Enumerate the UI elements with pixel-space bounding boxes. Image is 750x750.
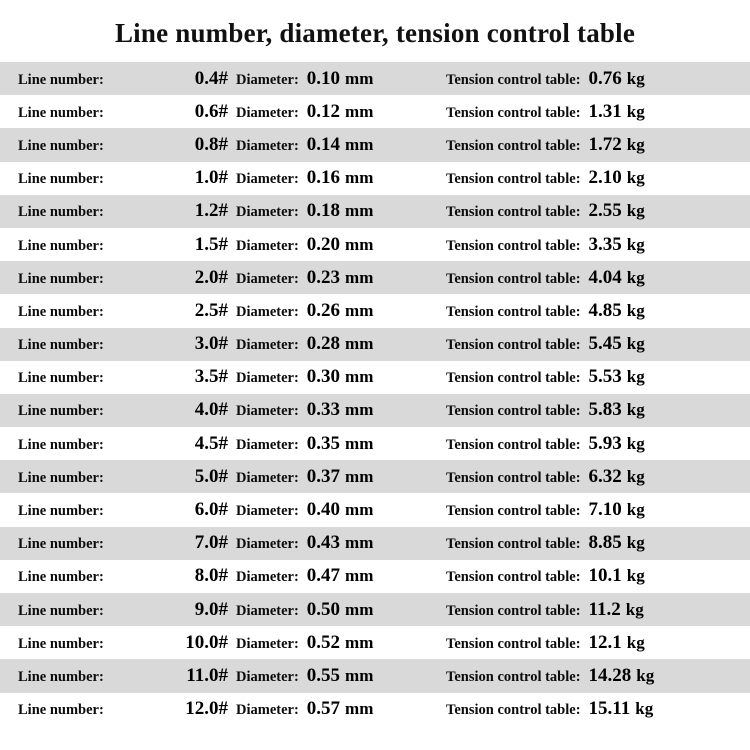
diameter-label: Diameter: xyxy=(236,536,299,553)
tension-value: 4.85 xyxy=(588,299,622,321)
line-number-cell xyxy=(18,632,228,654)
diameter-label: Diameter: xyxy=(236,602,299,619)
line-number-value: 1.0# xyxy=(194,167,228,189)
tension-value: 0.76 xyxy=(588,67,622,89)
tension-value: 5.45 xyxy=(588,333,622,355)
diameter-unit: mm xyxy=(345,101,374,121)
diameter-value: 0.20 xyxy=(306,233,341,255)
diameter-value: 0.47 xyxy=(306,565,341,587)
tension-cell xyxy=(446,68,736,90)
tension-unit: kg xyxy=(626,334,645,354)
tension-cell xyxy=(446,101,736,123)
tension-label: Tension control table: xyxy=(446,370,581,387)
diameter-unit: mm xyxy=(345,234,374,254)
line-number-label: Line number: xyxy=(18,602,104,619)
diameter-label: Diameter: xyxy=(236,171,299,188)
tension-cell xyxy=(446,234,736,256)
tension-value: 5.53 xyxy=(588,366,622,388)
diameter-cell xyxy=(236,532,446,554)
diameter-cell xyxy=(236,632,446,654)
tension-label: Tension control table: xyxy=(446,104,581,121)
table-row xyxy=(0,427,750,460)
diameter-unit: mm xyxy=(345,466,374,486)
line-number-cell xyxy=(18,134,228,156)
table-row xyxy=(0,527,750,560)
diameter-cell xyxy=(236,599,446,621)
diameter-unit: mm xyxy=(345,599,374,619)
tension-unit: kg xyxy=(626,267,645,287)
line-number-cell xyxy=(18,599,228,621)
tension-cell xyxy=(446,665,736,687)
tension-label: Tension control table: xyxy=(446,71,581,88)
diameter-label: Diameter: xyxy=(236,403,299,420)
diameter-cell xyxy=(236,366,446,388)
diameter-unit: mm xyxy=(345,367,374,387)
table-row xyxy=(0,659,750,692)
diameter-label: Diameter: xyxy=(236,503,299,520)
diameter-value: 0.35 xyxy=(306,432,341,454)
line-number-cell xyxy=(18,200,228,222)
diameter-unit: mm xyxy=(345,300,374,320)
line-number-cell xyxy=(18,466,228,488)
tension-label: Tension control table: xyxy=(446,536,581,553)
diameter-label: Diameter: xyxy=(236,204,299,221)
diameter-label: Diameter: xyxy=(236,137,299,154)
tension-unit: kg xyxy=(626,566,645,586)
line-number-label: Line number: xyxy=(18,104,104,121)
line-number-label: Line number: xyxy=(18,668,104,685)
table-row xyxy=(0,162,750,195)
table-row xyxy=(0,294,750,327)
diameter-cell xyxy=(236,399,446,421)
diameter-value: 0.30 xyxy=(306,366,341,388)
tension-cell xyxy=(446,300,736,322)
line-number-value: 1.5# xyxy=(194,233,228,255)
tension-value: 2.55 xyxy=(588,200,622,222)
diameter-label: Diameter: xyxy=(236,370,299,387)
diameter-cell xyxy=(236,499,446,521)
spec-table xyxy=(0,62,750,726)
diameter-label: Diameter: xyxy=(236,237,299,254)
diameter-value: 0.10 xyxy=(306,67,341,89)
diameter-unit: mm xyxy=(345,134,374,154)
tension-label: Tension control table: xyxy=(446,137,581,154)
table-row xyxy=(0,328,750,361)
diameter-label: Diameter: xyxy=(236,668,299,685)
line-number-value: 2.5# xyxy=(194,299,228,321)
diameter-label: Diameter: xyxy=(236,469,299,486)
line-number-value: 3.5# xyxy=(194,366,228,388)
line-number-value: 2.0# xyxy=(194,266,228,288)
tension-label: Tension control table: xyxy=(446,668,581,685)
page-title: Line number, diameter, tension control table xyxy=(114,18,636,48)
tension-label: Tension control table: xyxy=(446,403,581,420)
line-number-cell xyxy=(18,366,228,388)
tension-label: Tension control table: xyxy=(446,270,581,287)
tension-unit: kg xyxy=(626,168,645,188)
line-number-cell xyxy=(18,101,228,123)
line-number-label: Line number: xyxy=(18,536,104,553)
line-number-value: 8.0# xyxy=(194,565,228,587)
diameter-cell xyxy=(236,698,446,720)
diameter-value: 0.50 xyxy=(306,598,341,620)
diameter-value: 0.43 xyxy=(306,532,341,554)
table-row xyxy=(0,195,750,228)
diameter-label: Diameter: xyxy=(236,569,299,586)
diameter-cell xyxy=(236,134,446,156)
line-number-cell xyxy=(18,532,228,554)
tension-cell xyxy=(446,499,736,521)
tension-unit: kg xyxy=(626,400,645,420)
line-number-label: Line number: xyxy=(18,635,104,652)
diameter-value: 0.40 xyxy=(306,499,341,521)
table-row xyxy=(0,62,750,95)
tension-label: Tension control table: xyxy=(446,436,581,453)
line-number-value: 1.2# xyxy=(194,200,228,222)
tension-value: 5.93 xyxy=(588,432,622,454)
table-row xyxy=(0,361,750,394)
diameter-unit: mm xyxy=(345,433,374,453)
diameter-cell xyxy=(236,68,446,90)
tension-cell xyxy=(446,599,736,621)
line-number-label: Line number: xyxy=(18,171,104,188)
tension-value: 12.1 xyxy=(588,631,622,653)
diameter-cell xyxy=(236,200,446,222)
line-number-label: Line number: xyxy=(18,204,104,221)
table-row xyxy=(0,626,750,659)
tension-cell xyxy=(446,200,736,222)
tension-label: Tension control table: xyxy=(446,503,581,520)
diameter-cell xyxy=(236,333,446,355)
line-number-value: 4.5# xyxy=(194,432,228,454)
table-row xyxy=(0,693,750,726)
tension-value: 15.11 xyxy=(588,698,631,720)
tension-unit: kg xyxy=(626,433,645,453)
tension-value: 14.28 xyxy=(588,664,632,686)
tension-label: Tension control table: xyxy=(446,204,581,221)
line-number-value: 11.0# xyxy=(186,664,228,686)
table-row xyxy=(0,493,750,526)
tension-unit: kg xyxy=(626,632,645,652)
diameter-value: 0.57 xyxy=(306,698,341,720)
table-row xyxy=(0,593,750,626)
line-number-label: Line number: xyxy=(18,370,104,387)
tension-cell xyxy=(446,632,736,654)
diameter-value: 0.52 xyxy=(306,631,341,653)
line-number-cell xyxy=(18,68,228,90)
line-number-value: 4.0# xyxy=(194,399,228,421)
diameter-cell xyxy=(236,167,446,189)
diameter-unit: mm xyxy=(345,68,374,88)
table-row xyxy=(0,261,750,294)
diameter-cell xyxy=(236,665,446,687)
line-number-value: 0.4# xyxy=(194,67,228,89)
line-number-value: 9.0# xyxy=(194,598,228,620)
tension-unit: kg xyxy=(626,466,645,486)
tension-value: 1.31 xyxy=(588,100,622,122)
tension-value: 3.35 xyxy=(588,233,622,255)
diameter-unit: mm xyxy=(345,699,374,719)
table-row xyxy=(0,460,750,493)
tension-value: 8.85 xyxy=(588,532,622,554)
tension-cell xyxy=(446,134,736,156)
tension-value: 11.2 xyxy=(588,598,621,620)
diameter-unit: mm xyxy=(345,533,374,553)
diameter-value: 0.14 xyxy=(306,133,341,155)
tension-cell xyxy=(446,267,736,289)
line-number-label: Line number: xyxy=(18,71,104,88)
diameter-cell xyxy=(236,267,446,289)
tension-cell xyxy=(446,167,736,189)
diameter-value: 0.55 xyxy=(306,664,341,686)
diameter-value: 0.28 xyxy=(306,333,341,355)
tension-value: 6.32 xyxy=(588,465,622,487)
tension-unit: kg xyxy=(626,101,645,121)
diameter-unit: mm xyxy=(345,665,374,685)
tension-unit: kg xyxy=(626,533,645,553)
tension-unit: kg xyxy=(626,500,645,520)
diameter-value: 0.37 xyxy=(306,465,341,487)
line-number-label: Line number: xyxy=(18,403,104,420)
diameter-unit: mm xyxy=(345,267,374,287)
tension-cell xyxy=(446,466,736,488)
diameter-cell xyxy=(236,466,446,488)
diameter-label: Diameter: xyxy=(236,436,299,453)
line-number-cell xyxy=(18,300,228,322)
line-number-label: Line number: xyxy=(18,337,104,354)
table-row xyxy=(0,394,750,427)
line-number-cell xyxy=(18,565,228,587)
tension-label: Tension control table: xyxy=(446,635,581,652)
line-number-label: Line number: xyxy=(18,137,104,154)
tension-label: Tension control table: xyxy=(446,569,581,586)
tension-unit: kg xyxy=(636,665,655,685)
tension-cell xyxy=(446,399,736,421)
diameter-label: Diameter: xyxy=(236,270,299,287)
diameter-value: 0.23 xyxy=(306,266,341,288)
table-row xyxy=(0,128,750,161)
tension-unit: kg xyxy=(626,234,645,254)
diameter-unit: mm xyxy=(345,566,374,586)
tension-unit: kg xyxy=(635,699,654,719)
line-number-cell xyxy=(18,333,228,355)
diameter-cell xyxy=(236,300,446,322)
line-number-label: Line number: xyxy=(18,303,104,320)
tension-unit: kg xyxy=(626,300,645,320)
line-number-value: 12.0# xyxy=(185,698,228,720)
tension-label: Tension control table: xyxy=(446,469,581,486)
diameter-cell xyxy=(236,433,446,455)
diameter-label: Diameter: xyxy=(236,104,299,121)
line-number-label: Line number: xyxy=(18,436,104,453)
line-number-cell xyxy=(18,499,228,521)
diameter-unit: mm xyxy=(345,168,374,188)
tension-unit: kg xyxy=(626,134,645,154)
tension-cell xyxy=(446,532,736,554)
table-row xyxy=(0,95,750,128)
diameter-value: 0.18 xyxy=(306,200,341,222)
line-number-value: 0.6# xyxy=(194,100,228,122)
tension-label: Tension control table: xyxy=(446,171,581,188)
diameter-label: Diameter: xyxy=(236,635,299,652)
line-number-label: Line number: xyxy=(18,237,104,254)
line-number-cell xyxy=(18,234,228,256)
diameter-value: 0.16 xyxy=(306,167,341,189)
diameter-value: 0.12 xyxy=(306,100,341,122)
tension-label: Tension control table: xyxy=(446,702,581,719)
line-number-label: Line number: xyxy=(18,270,104,287)
line-number-value: 7.0# xyxy=(194,532,228,554)
line-number-label: Line number: xyxy=(18,503,104,520)
tension-value: 1.72 xyxy=(588,133,622,155)
line-number-value: 3.0# xyxy=(194,333,228,355)
diameter-unit: mm xyxy=(345,400,374,420)
line-number-value: 6.0# xyxy=(194,499,228,521)
diameter-cell xyxy=(236,565,446,587)
tension-unit: kg xyxy=(626,68,645,88)
diameter-label: Diameter: xyxy=(236,71,299,88)
tension-cell xyxy=(446,333,736,355)
tension-cell xyxy=(446,433,736,455)
tension-value: 4.04 xyxy=(588,266,622,288)
line-number-value: 5.0# xyxy=(194,465,228,487)
tension-unit: kg xyxy=(625,599,644,619)
tension-cell xyxy=(446,565,736,587)
diameter-unit: mm xyxy=(345,201,374,221)
line-number-cell xyxy=(18,433,228,455)
line-number-label: Line number: xyxy=(18,702,104,719)
line-number-cell xyxy=(18,167,228,189)
diameter-cell xyxy=(236,234,446,256)
line-number-cell xyxy=(18,698,228,720)
tension-value: 10.1 xyxy=(588,565,622,587)
tension-label: Tension control table: xyxy=(446,602,581,619)
tension-label: Tension control table: xyxy=(446,303,581,320)
diameter-label: Diameter: xyxy=(236,303,299,320)
tension-label: Tension control table: xyxy=(446,337,581,354)
line-number-value: 10.0# xyxy=(185,631,228,653)
line-number-label: Line number: xyxy=(18,569,104,586)
tension-cell xyxy=(446,366,736,388)
line-number-cell xyxy=(18,665,228,687)
table-row xyxy=(0,560,750,593)
diameter-unit: mm xyxy=(345,334,374,354)
tension-value: 7.10 xyxy=(588,499,622,521)
diameter-value: 0.33 xyxy=(306,399,341,421)
tension-unit: kg xyxy=(626,201,645,221)
diameter-cell xyxy=(236,101,446,123)
line-number-value: 0.8# xyxy=(194,133,228,155)
diameter-unit: mm xyxy=(345,632,374,652)
diameter-label: Diameter: xyxy=(236,702,299,719)
tension-value: 5.83 xyxy=(588,399,622,421)
tension-value: 2.10 xyxy=(588,167,622,189)
diameter-unit: mm xyxy=(345,500,374,520)
line-number-cell xyxy=(18,267,228,289)
tension-label: Tension control table: xyxy=(446,237,581,254)
line-number-cell xyxy=(18,399,228,421)
table-row xyxy=(0,228,750,261)
line-number-label: Line number: xyxy=(18,469,104,486)
diameter-value: 0.26 xyxy=(306,299,341,321)
diameter-label: Diameter: xyxy=(236,337,299,354)
tension-unit: kg xyxy=(626,367,645,387)
tension-cell xyxy=(446,698,736,720)
